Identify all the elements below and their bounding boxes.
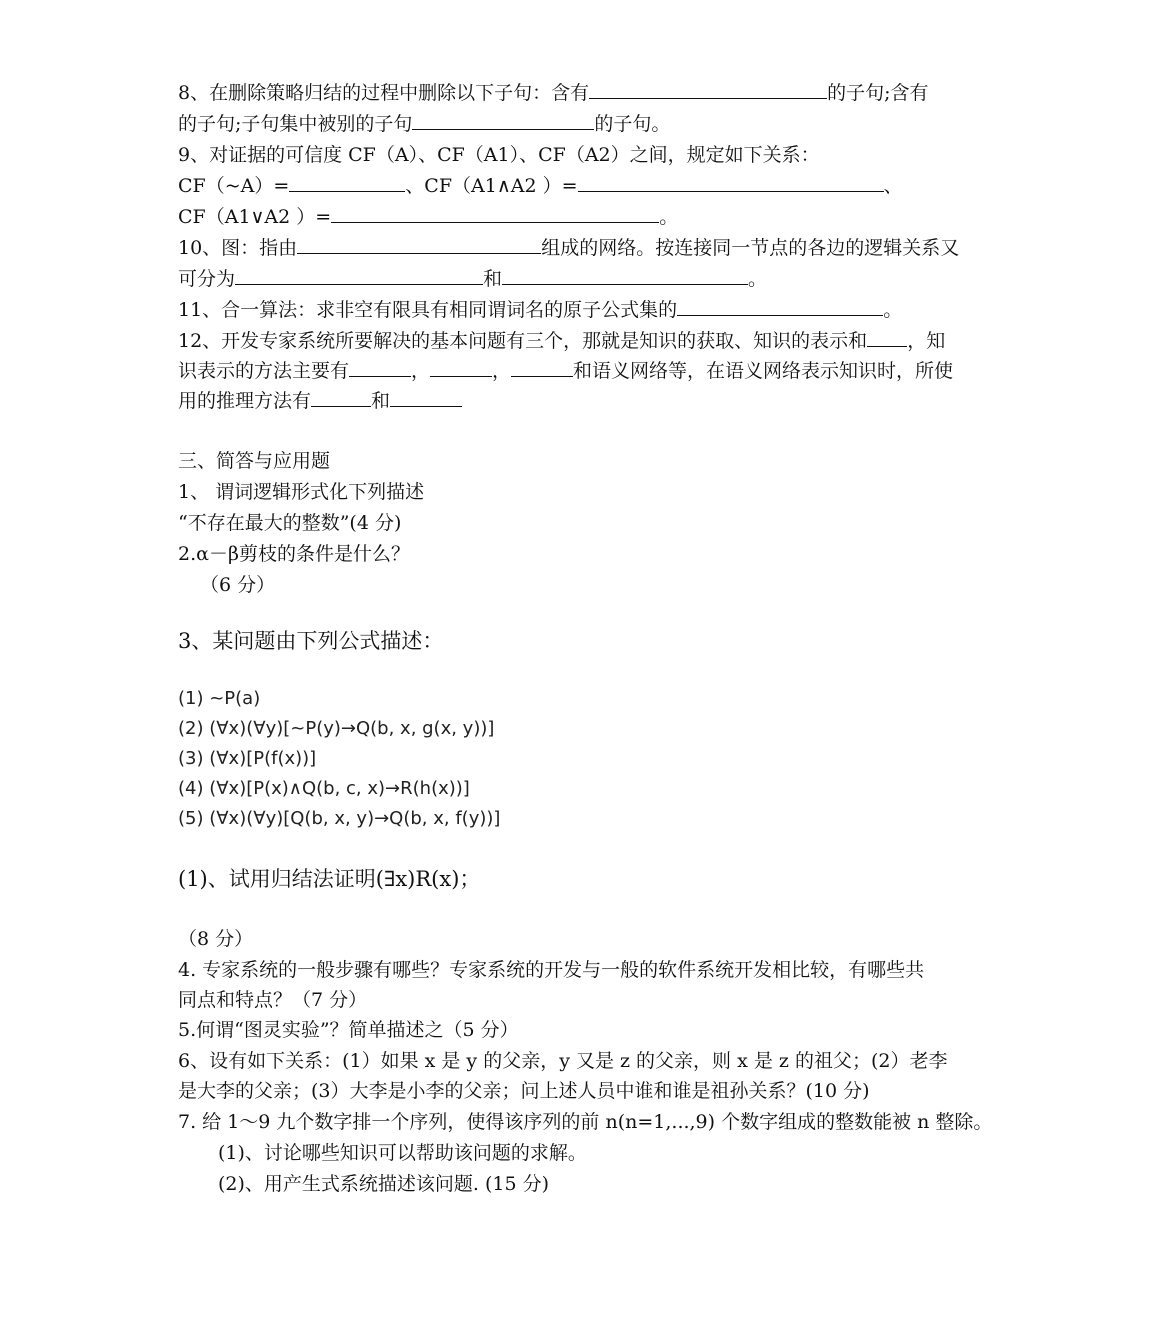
q12-blank-3[interactable] — [430, 358, 492, 377]
formula-5: (5) (∀x)(∀y)[Q(b, x, y)→Q(b, x, f(y))] — [178, 808, 501, 829]
q8-line-2 — [178, 111, 670, 137]
q9-blank-1[interactable] — [289, 173, 405, 192]
q12-comma-1: ， — [411, 360, 431, 382]
q9-line-2 — [178, 173, 903, 199]
section3-title-text: 三、简答与应用题 — [178, 450, 331, 472]
q10-blank-1[interactable] — [297, 235, 541, 254]
q8-text-b: 的子句;含有 — [827, 82, 929, 104]
q10-blank-3[interactable] — [502, 266, 748, 285]
q8-line-1 — [178, 80, 929, 106]
s3-q6-text-b: 是大李的父亲；(3）大李是小李的父亲；问上述人员中谁和谁是祖孙关系？(10 分) — [178, 1080, 870, 1102]
q10-line-2 — [178, 266, 767, 292]
s3-q3-title — [178, 628, 443, 654]
q9-blank-3[interactable] — [331, 204, 659, 223]
q10-text-a: 10、图：指由 — [178, 237, 298, 259]
s3-q7-line-1 — [178, 1109, 992, 1135]
q12-blank-4[interactable] — [511, 358, 573, 377]
s3-q1-line-1 — [178, 479, 424, 505]
s3-q4-line-1 — [178, 957, 924, 983]
q8-text-a: 8、在删除策略归结的过程中删除以下子句：含有 — [178, 82, 590, 104]
q10-blank-2[interactable] — [235, 266, 483, 285]
q11-blank[interactable] — [677, 297, 883, 316]
q9-tail-comma: 、 — [883, 175, 903, 197]
q12-line1-a: 12、开发专家系统所要解决的基本问题有三个，那就是知识的获取、知识的表示和 — [178, 330, 868, 352]
s3-q2-line-1 — [178, 541, 410, 567]
q12-line2-b: 和语义网络等，在语义网络表示知识时，所使 — [573, 360, 954, 382]
q10-text-c: 可分为 — [178, 268, 236, 290]
q11-text-a: 11、合一算法：求非空有限具有相同谓词名的原子公式集的 — [178, 299, 678, 321]
s3-q1-text-a: 1、 谓词逻辑形式化下列描述 — [178, 481, 425, 503]
formula-2: (2) (∀x)(∀y)[~P(y)→Q(b, x, g(x, y))] — [178, 718, 495, 739]
q8-text-c: 的子句;子句集中被别的子句 — [178, 113, 413, 135]
s3-q5-text: 5.何谓“图灵实验”？简单描述之（5 分） — [178, 1019, 519, 1041]
s3-q7-text-a: 7. 给 1～9 九个数字排一个序列，使得该序列的前 n(n=1,...,9) 个数字组成的整数能被 n 整除。 — [178, 1111, 993, 1133]
s3-q6-line-1 — [178, 1048, 947, 1074]
q12-line3-b: 和 — [371, 390, 391, 412]
s3-q3-sub — [178, 866, 480, 892]
q12-line3-a: 用的推理方法有 — [178, 390, 312, 412]
s3-q3-title-text: 3、某问题由下列公式描述： — [178, 629, 444, 653]
s3-q3-score-text: （8 分） — [178, 928, 254, 950]
s3-q7-text-c: (2)、用产生式系统描述该问题. (15 分) — [218, 1173, 550, 1195]
q11-text-b: 。 — [883, 299, 903, 321]
q8-blank-2[interactable] — [412, 111, 594, 130]
q12-line1-b: ，知 — [907, 330, 946, 352]
s3-q6-line-2 — [178, 1078, 870, 1104]
q8-blank-1[interactable] — [589, 80, 827, 99]
s3-q3-score — [178, 926, 253, 952]
section3-title — [178, 448, 330, 474]
q12-blank-6[interactable] — [390, 388, 462, 407]
s3-q7-line-2 — [218, 1140, 587, 1166]
q10-line-1 — [178, 235, 959, 261]
s3-q1-text-b: “不存在最大的整数”(4 分) — [178, 512, 402, 534]
s3-q2-line-2 — [200, 572, 275, 598]
q12-line-2 — [178, 358, 953, 384]
s3-q1-line-2 — [178, 510, 401, 536]
s3-q4-line-2 — [178, 987, 367, 1013]
formula-3: (3) (∀x)[P(f(x))] — [178, 748, 317, 769]
q12-blank-1[interactable] — [867, 328, 907, 347]
formula-1: (1) ~P(a) — [178, 688, 261, 709]
q12-line-3 — [178, 388, 462, 414]
s3-q2-text-a: 2.α－β剪枝的条件是什么？ — [178, 543, 410, 565]
q9-cf-or: CF（A1∨A2 ）= — [178, 206, 332, 228]
q12-comma-2: ， — [492, 360, 512, 382]
s3-q3-sub-text: (1)、试用归结法证明(∃x)R(x)； — [178, 867, 481, 891]
s3-q7-text-b: (1)、讨论哪些知识可以帮助该问题的求解。 — [218, 1142, 587, 1164]
q9-end: 。 — [659, 206, 679, 228]
q9-blank-2[interactable] — [578, 173, 884, 192]
q12-line2-a: 识表示的方法主要有 — [178, 360, 350, 382]
q10-text-d: 和 — [483, 268, 503, 290]
s3-q4-text-a: 4. 专家系统的一般步骤有哪些？专家系统的开发与一般的软件系统开发相比较，有哪些共 — [178, 959, 925, 981]
q12-blank-5[interactable] — [311, 388, 371, 407]
q10-text-e: 。 — [748, 268, 768, 290]
q9-cf-not-a: CF（~A）= — [178, 175, 290, 197]
q11-line — [178, 297, 902, 323]
q9-cf-and: 、CF（A1∧A2 ）= — [405, 175, 578, 197]
q9-line-1 — [178, 142, 820, 168]
formula-4: (4) (∀x)[P(x)∧Q(b, c, x)→R(h(x))] — [178, 778, 470, 799]
s3-q2-text-b: （6 分） — [200, 574, 276, 596]
s3-q6-text-a: 6、设有如下关系：(1）如果 x 是 y 的父亲，y 又是 z 的父亲，则 x 是 z 的祖父；(2）老李 — [178, 1050, 948, 1072]
q9-intro: 9、对证据的可信度 CF（A）、CF（A1）、CF（A2）之间，规定如下关系： — [178, 144, 820, 166]
q12-line-1 — [178, 328, 945, 354]
s3-q7-line-3 — [218, 1171, 549, 1197]
q12-blank-2[interactable] — [349, 358, 411, 377]
s3-q5-line — [178, 1017, 519, 1043]
q8-text-d: 的子句。 — [594, 113, 671, 135]
q10-text-b: 组成的网络。按连接同一节点的各边的逻辑关系又 — [541, 237, 960, 259]
s3-q4-text-b: 同点和特点？（7 分） — [178, 989, 368, 1011]
q9-line-3 — [178, 204, 678, 230]
